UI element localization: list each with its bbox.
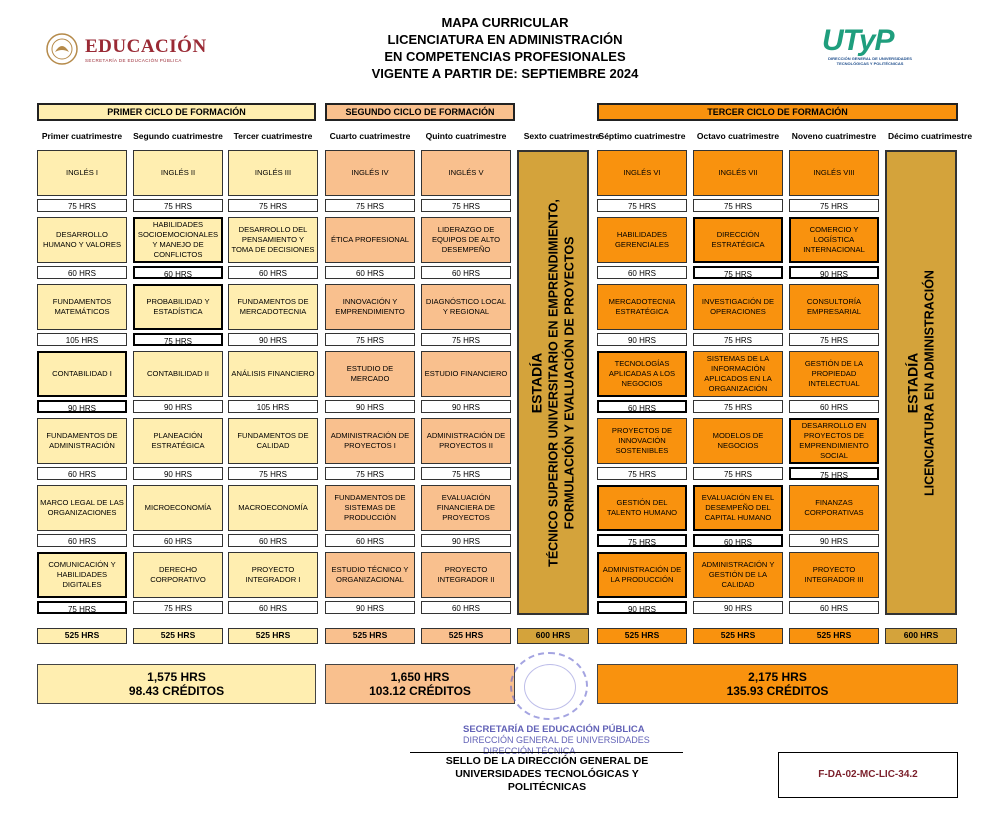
subject-cell: FUNDAMENTOS DE CALIDAD xyxy=(228,418,318,464)
subject-cell: ADMINISTRACIÓN Y GESTIÓN DE LA CALIDAD xyxy=(693,552,783,598)
cycle-summary-2 xyxy=(325,664,515,704)
semester-header-2: Segundo cuatrimestre xyxy=(133,130,223,141)
subject-hours: 60 HRS xyxy=(325,534,415,547)
estadia-label xyxy=(529,199,578,567)
subject-cell: MERCADOTECNIA ESTRATÉGICA xyxy=(597,284,687,330)
subject-hours: 60 HRS xyxy=(37,467,127,480)
page-title xyxy=(300,14,710,82)
subject-hours: 60 HRS xyxy=(693,534,783,547)
official-seal-icon xyxy=(510,652,588,720)
subject-hours: 75 HRS xyxy=(228,467,318,480)
subject-cell: MACROECONOMÍA xyxy=(228,485,318,531)
estadia-column-6 xyxy=(517,150,589,615)
subject-cell: SISTEMAS DE LA INFORMACIÓN APLICADOS EN LA ORGANIZACIÓN xyxy=(693,351,783,397)
semester-header-1: Primer cuatrimestre xyxy=(41,130,123,141)
column-total-8: 525 HRS xyxy=(693,628,783,644)
subject-cell: PROYECTO INTEGRADOR I xyxy=(228,552,318,598)
subject-hours: 75 HRS xyxy=(789,467,879,480)
title-line-3: EN COMPETENCIAS PROFESIONALES xyxy=(384,49,626,64)
educacion-subtitle: SECRETARÍA DE EDUCACIÓN PÚBLICA xyxy=(85,58,182,63)
subject-hours: 105 HRS xyxy=(228,400,318,413)
title-line-2: LICENCIATURA EN ADMINISTRACIÓN xyxy=(387,32,623,47)
column-total-9: 525 HRS xyxy=(789,628,879,644)
subject-hours: 90 HRS xyxy=(421,400,511,413)
sello-label: SELLO DE LA DIRECCIÓN GENERAL DE UNIVERSIDADES TECNOLÓGICAS Y POLITÉCNICAS xyxy=(445,755,649,793)
subject-hours: 90 HRS xyxy=(421,534,511,547)
title-line-4: VIGENTE A PARTIR DE: SEPTIEMBRE 2024 xyxy=(371,66,639,81)
subject-cell: HABILIDADES GERENCIALES xyxy=(597,217,687,263)
subject-cell: INGLÉS V xyxy=(421,150,511,196)
subject-hours: 60 HRS xyxy=(228,534,318,547)
cycle-summary-1 xyxy=(37,664,316,704)
cycle-3-credits: 135.93 CRÉDITOS xyxy=(726,684,829,698)
signature-line xyxy=(410,752,683,753)
subject-hours: 60 HRS xyxy=(421,601,511,614)
semester-header-9: Noveno cuatrimestre xyxy=(791,130,877,141)
subject-hours: 75 HRS xyxy=(325,467,415,480)
subject-cell: DIAGNÓSTICO LOCAL Y REGIONAL xyxy=(421,284,511,330)
document-code: F-DA-02-MC-LIC-34.2 xyxy=(778,752,958,798)
subject-hours: 90 HRS xyxy=(597,333,687,346)
cycle-header-3: TERCER CICLO DE FORMACIÓN xyxy=(597,103,958,121)
cycle-1-credits: 98.43 CRÉDITOS xyxy=(128,684,225,698)
utp-subtitle: DIRECCIÓN GENERAL DE UNIVERSIDADES TECNOLÓGICAS Y POLITÉCNICAS xyxy=(828,56,912,66)
subject-hours: 60 HRS xyxy=(37,266,127,279)
subject-cell: FUNDAMENTOS MATEMÁTICOS xyxy=(37,284,127,330)
subject-hours: 75 HRS xyxy=(37,601,127,614)
subject-hours: 75 HRS xyxy=(693,333,783,346)
subject-hours: 75 HRS xyxy=(133,333,223,346)
stamp-line-2: DIRECCIÓN GENERAL DE UNIVERSIDADES xyxy=(463,735,650,745)
eagle-emblem-icon xyxy=(45,32,79,66)
subject-cell: TECNOLOGÍAS APLICADAS A LOS NEGOCIOS xyxy=(597,351,687,397)
subject-cell: EVALUACIÓN EN EL DESEMPEÑO DEL CAPITAL HUMANO xyxy=(693,485,783,531)
subject-cell: FINANZAS CORPORATIVAS xyxy=(789,485,879,531)
subject-hours: 75 HRS xyxy=(325,199,415,212)
subject-hours: 75 HRS xyxy=(597,199,687,212)
estadia-title: ESTADÍA xyxy=(528,352,545,413)
subject-hours: 75 HRS xyxy=(693,199,783,212)
estadia-column-10 xyxy=(885,150,957,615)
estadia-label xyxy=(905,270,938,496)
stamp-line-3: DIRECCIÓN TÉCNICA xyxy=(483,746,576,756)
title-line-1: MAPA CURRICULAR xyxy=(441,15,569,30)
estadia-program-line-1: TÉCNICO SUPERIOR UNIVERSITARIO EN EMPRENDIMIENTO, xyxy=(546,198,561,567)
utp-wordmark: UTyP xyxy=(822,24,894,57)
stamp-line-1: SECRETARÍA DE EDUCACIÓN PÚBLICA xyxy=(463,724,645,735)
subject-cell: INGLÉS VI xyxy=(597,150,687,196)
subject-cell: INGLÉS III xyxy=(228,150,318,196)
semester-header-7: Séptimo cuatrimestre xyxy=(598,130,686,141)
subject-cell: ESTUDIO DE MERCADO xyxy=(325,351,415,397)
subject-cell: INGLÉS II xyxy=(133,150,223,196)
column-total-10: 600 HRS xyxy=(885,628,957,644)
subject-cell: ESTUDIO FINANCIERO xyxy=(421,351,511,397)
subject-cell: PLANEACIÓN ESTRATÉGICA xyxy=(133,418,223,464)
subject-cell: PROYECTOS DE INNOVACIÓN SOSTENIBLES xyxy=(597,418,687,464)
subject-hours: 60 HRS xyxy=(37,534,127,547)
subject-hours: 90 HRS xyxy=(597,601,687,614)
semester-header-8: Octavo cuatrimestre xyxy=(696,130,780,141)
subject-cell: FUNDAMENTOS DE SISTEMAS DE PRODUCCIÓN xyxy=(325,485,415,531)
column-total-3: 525 HRS xyxy=(228,628,318,644)
column-total-5: 525 HRS xyxy=(421,628,511,644)
subject-cell: CONSULTORÍA EMPRESARIAL xyxy=(789,284,879,330)
cycle-2-hours: 1,650 HRS xyxy=(390,670,450,684)
subject-hours: 75 HRS xyxy=(421,333,511,346)
subject-cell: ANÁLISIS FINANCIERO xyxy=(228,351,318,397)
semester-header-6: Sexto cuatrimestre xyxy=(523,130,601,141)
subject-hours: 60 HRS xyxy=(228,266,318,279)
subject-hours: 90 HRS xyxy=(228,333,318,346)
subject-cell: ADMINISTRACIÓN DE LA PRODUCCIÓN xyxy=(597,552,687,598)
subject-hours: 75 HRS xyxy=(421,467,511,480)
cycle-header-2: SEGUNDO CICLO DE FORMACIÓN xyxy=(325,103,515,121)
cycle-3-hours: 2,175 HRS xyxy=(748,670,807,684)
subject-cell: ADMINISTRACIÓN DE PROYECTOS II xyxy=(421,418,511,464)
subject-cell: INGLÉS VII xyxy=(693,150,783,196)
subject-cell: DESARROLLO HUMANO Y VALORES xyxy=(37,217,127,263)
subject-cell: CONTABILIDAD I xyxy=(37,351,127,397)
subject-cell: ADMINISTRACIÓN DE PROYECTOS I xyxy=(325,418,415,464)
semester-header-10: Décimo cuatrimestre xyxy=(887,130,973,141)
subject-cell: COMERCIO Y LOGÍSTICA INTERNACIONAL xyxy=(789,217,879,263)
subject-hours: 60 HRS xyxy=(133,266,223,279)
subject-cell: PROYECTO INTEGRADOR II xyxy=(421,552,511,598)
subject-hours: 75 HRS xyxy=(597,467,687,480)
subject-hours: 75 HRS xyxy=(133,601,223,614)
subject-cell: FUNDAMENTOS DE ADMINISTRACIÓN xyxy=(37,418,127,464)
subject-hours: 75 HRS xyxy=(325,333,415,346)
subject-cell: LIDERAZGO DE EQUIPOS DE ALTO DESEMPEÑO xyxy=(421,217,511,263)
subject-hours: 75 HRS xyxy=(421,199,511,212)
subject-cell: INNOVACIÓN Y EMPRENDIMIENTO xyxy=(325,284,415,330)
subject-hours: 75 HRS xyxy=(597,534,687,547)
subject-hours: 90 HRS xyxy=(37,400,127,413)
subject-hours: 75 HRS xyxy=(789,199,879,212)
utp-logo xyxy=(818,24,918,68)
cycle-2-credits: 103.12 CRÉDITOS xyxy=(369,684,471,698)
subject-cell: EVALUACIÓN FINANCIERA DE PROYECTOS xyxy=(421,485,511,531)
subject-hours: 90 HRS xyxy=(133,400,223,413)
subject-cell: MARCO LEGAL DE LAS ORGANIZACIONES xyxy=(37,485,127,531)
estadia-title: ESTADÍA xyxy=(904,352,921,413)
subject-cell: DESARROLLO EN PROYECTOS DE EMPRENDIMIENTO SOCIAL xyxy=(789,418,879,464)
semester-header-4: Cuarto cuatrimestre xyxy=(329,130,411,141)
subject-hours: 75 HRS xyxy=(133,199,223,212)
subject-hours: 60 HRS xyxy=(325,266,415,279)
cycle-1-hours: 1,575 HRS xyxy=(147,670,206,684)
column-total-1: 525 HRS xyxy=(37,628,127,644)
subject-hours: 60 HRS xyxy=(228,601,318,614)
subject-hours: 75 HRS xyxy=(228,199,318,212)
subject-hours: 75 HRS xyxy=(37,199,127,212)
subject-hours: 60 HRS xyxy=(597,266,687,279)
subject-hours: 90 HRS xyxy=(789,534,879,547)
subject-hours: 60 HRS xyxy=(597,400,687,413)
subject-hours: 90 HRS xyxy=(133,467,223,480)
subject-cell: INGLÉS I xyxy=(37,150,127,196)
subject-hours: 75 HRS xyxy=(693,400,783,413)
estadia-program-line-2: FORMULACIÓN Y EVALUACIÓN DE PROYECTOS xyxy=(562,236,577,529)
subject-cell: DIRECCIÓN ESTRATÉGICA xyxy=(693,217,783,263)
subject-cell: INVESTIGACIÓN DE OPERACIONES xyxy=(693,284,783,330)
subject-hours: 90 HRS xyxy=(325,400,415,413)
column-total-2: 525 HRS xyxy=(133,628,223,644)
subject-cell: MICROECONOMÍA xyxy=(133,485,223,531)
subject-cell: PROBABILIDAD Y ESTADÍSTICA xyxy=(133,284,223,330)
subject-cell: HABILIDADES SOCIOEMOCIONALES Y MANEJO DE CONFLICTOS xyxy=(133,217,223,263)
subject-cell: ÉTICA PROFESIONAL xyxy=(325,217,415,263)
subject-cell: CONTABILIDAD II xyxy=(133,351,223,397)
subject-cell: DESARROLLO DEL PENSAMIENTO Y TOMA DE DECISIONES xyxy=(228,217,318,263)
subject-hours: 60 HRS xyxy=(133,534,223,547)
column-total-7: 525 HRS xyxy=(597,628,687,644)
subject-hours: 90 HRS xyxy=(325,601,415,614)
subject-cell: GESTIÓN DEL TALENTO HUMANO xyxy=(597,485,687,531)
subject-cell: INGLÉS IV xyxy=(325,150,415,196)
subject-cell: FUNDAMENTOS DE MERCADOTECNIA xyxy=(228,284,318,330)
educacion-logo xyxy=(45,32,225,72)
subject-hours: 90 HRS xyxy=(693,601,783,614)
subject-hours: 60 HRS xyxy=(789,601,879,614)
subject-hours: 75 HRS xyxy=(693,266,783,279)
subject-hours: 105 HRS xyxy=(37,333,127,346)
educacion-wordmark: EDUCACIÓN xyxy=(85,36,207,57)
subject-cell: MODELOS DE NEGOCIOS xyxy=(693,418,783,464)
subject-hours: 90 HRS xyxy=(789,266,879,279)
semester-header-3: Tercer cuatrimestre xyxy=(233,130,313,141)
subject-hours: 60 HRS xyxy=(421,266,511,279)
subject-hours: 75 HRS xyxy=(693,467,783,480)
cycle-summary-3 xyxy=(597,664,958,704)
cycle-header-1: PRIMER CICLO DE FORMACIÓN xyxy=(37,103,316,121)
subject-cell: DERECHO CORPORATIVO xyxy=(133,552,223,598)
subject-cell: PROYECTO INTEGRADOR III xyxy=(789,552,879,598)
subject-cell: GESTIÓN DE LA PROPIEDAD INTELECTUAL xyxy=(789,351,879,397)
subject-cell: INGLÉS VIII xyxy=(789,150,879,196)
semester-header-5: Quinto cuatrimestre xyxy=(425,130,507,141)
column-total-6: 600 HRS xyxy=(517,628,589,644)
subject-cell: COMUNICACIÓN Y HABILIDADES DIGITALES xyxy=(37,552,127,598)
subject-cell: ESTUDIO TÉCNICO Y ORGANIZACIONAL xyxy=(325,552,415,598)
column-total-4: 525 HRS xyxy=(325,628,415,644)
estadia-program-line-1: LICENCIATURA EN ADMINISTRACIÓN xyxy=(922,269,937,496)
subject-hours: 60 HRS xyxy=(789,400,879,413)
subject-hours: 75 HRS xyxy=(789,333,879,346)
